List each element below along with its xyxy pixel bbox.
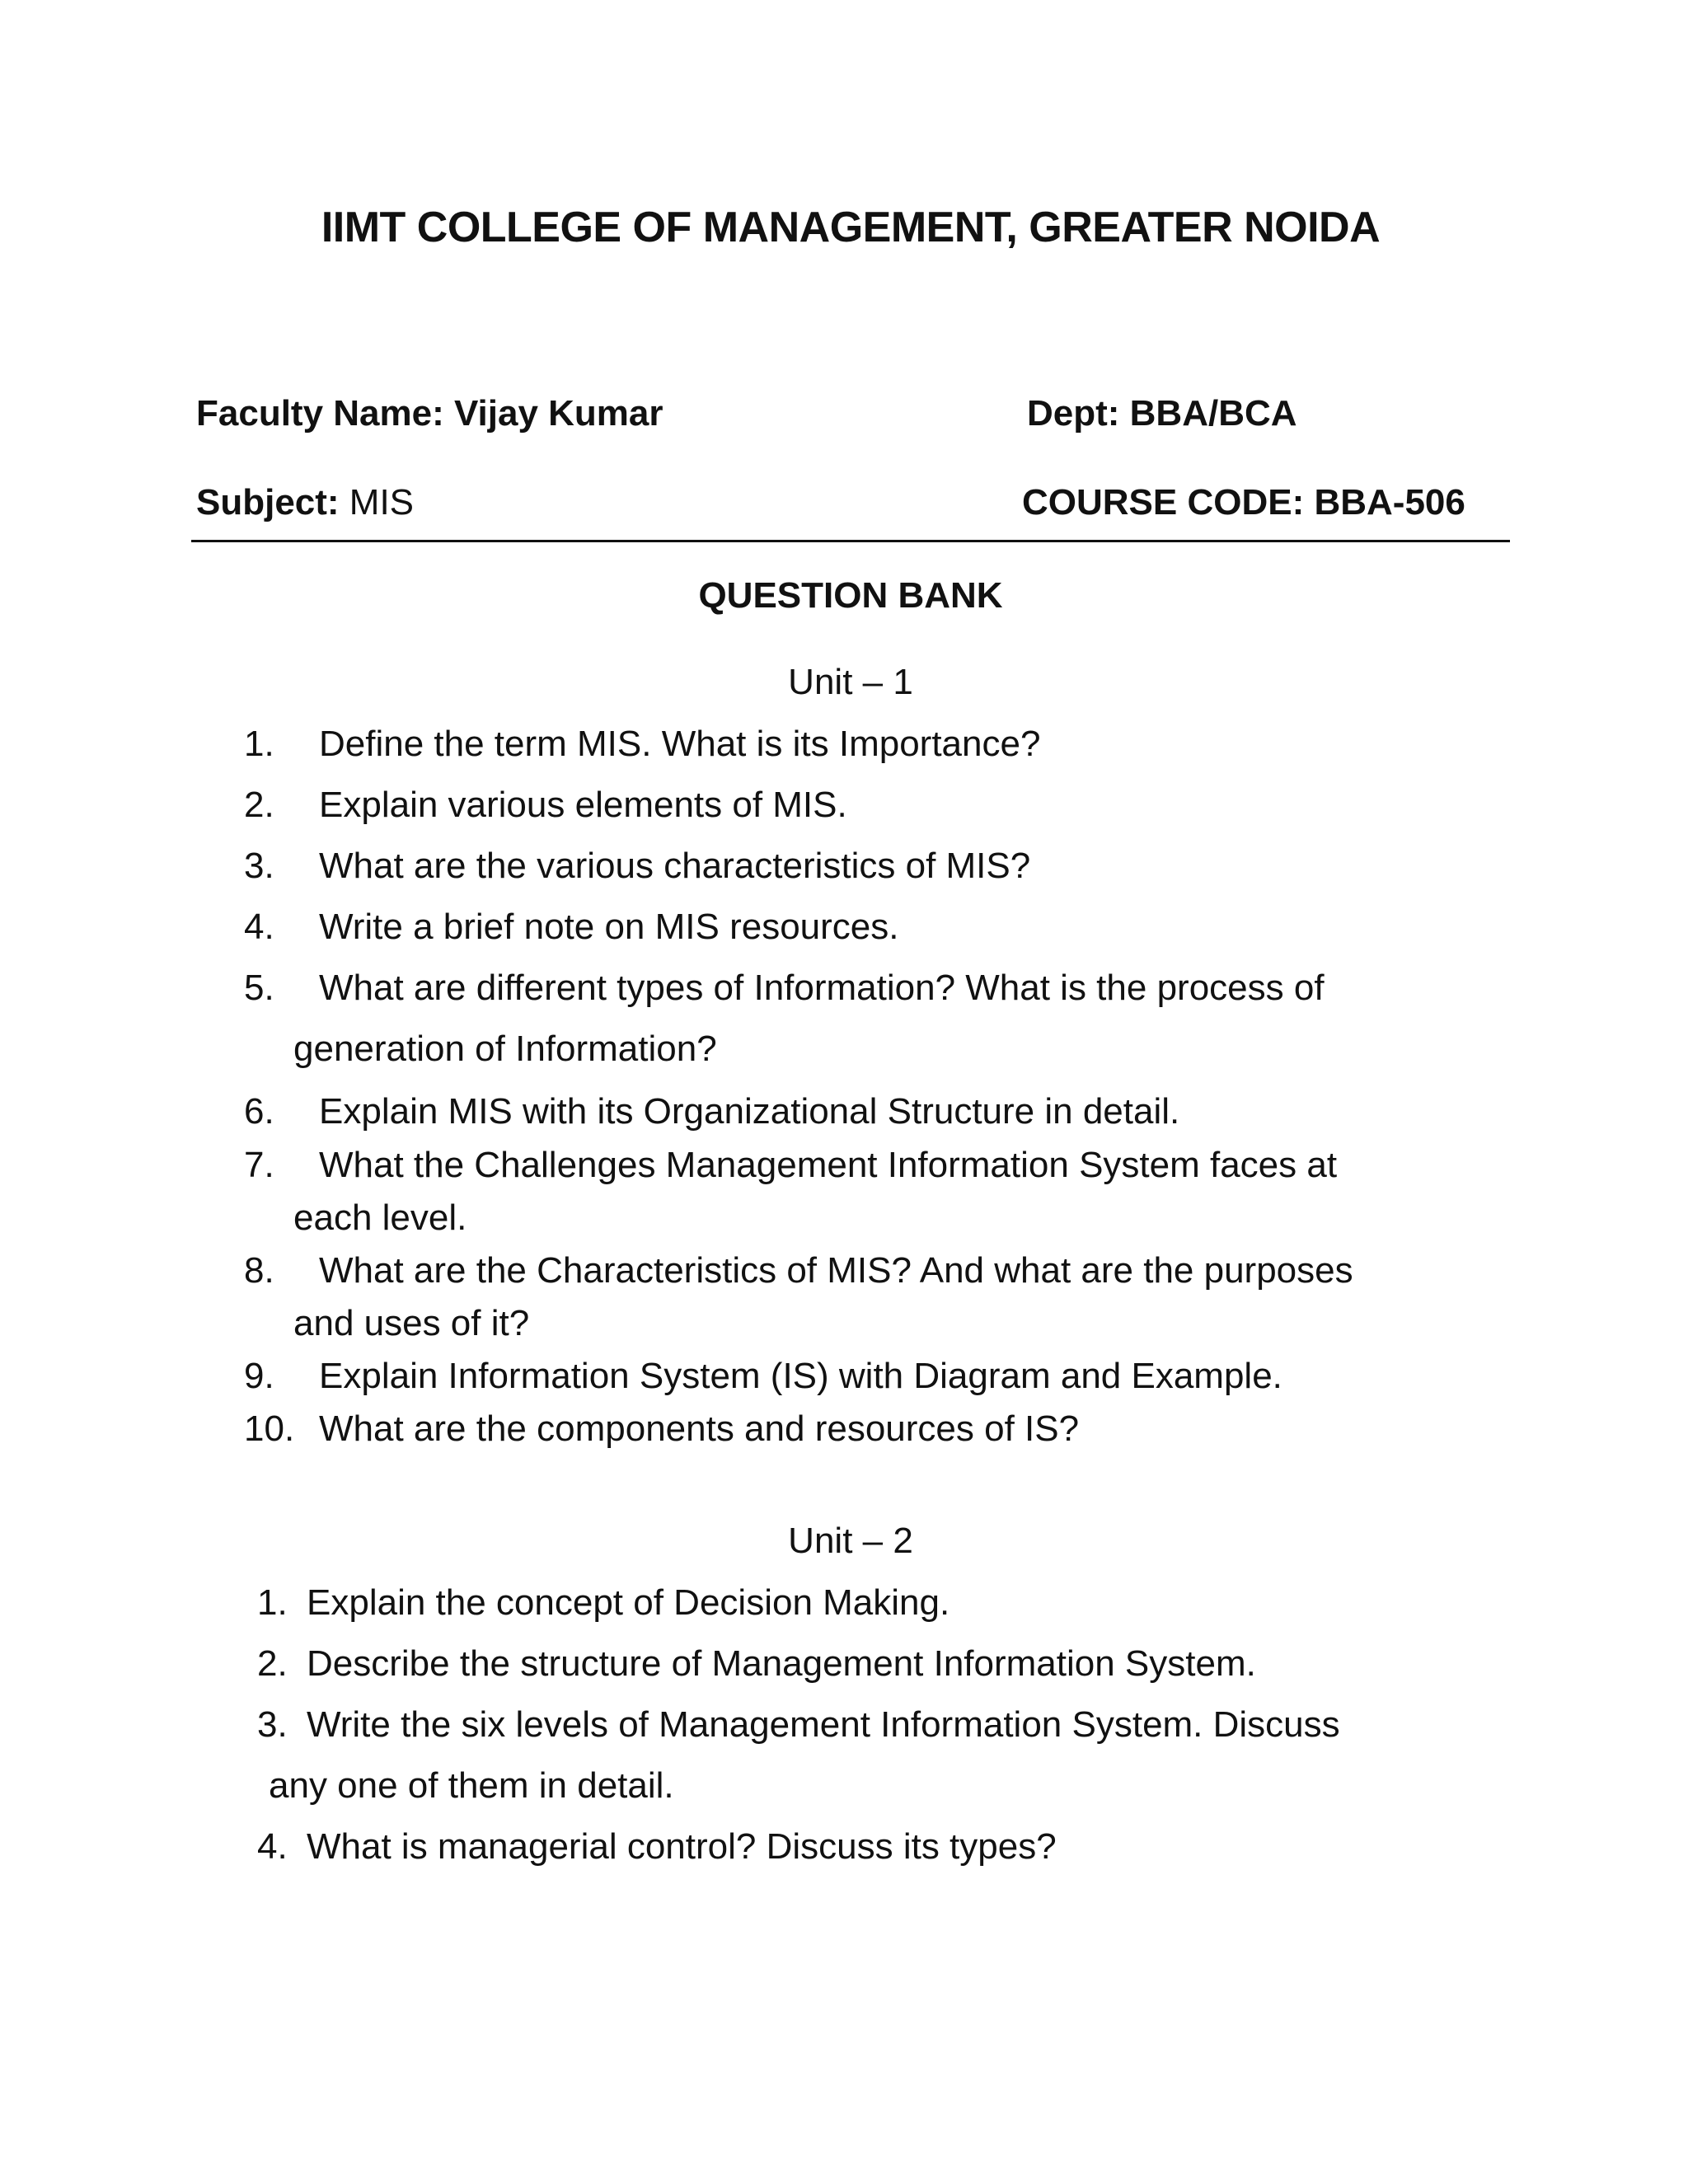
question-number: 8. — [244, 1250, 274, 1291]
unit-2-title: Unit – 2 — [788, 1521, 913, 1561]
question-number: 5. — [244, 968, 274, 1008]
question-text: What are the components and resources of IS? — [319, 1408, 1080, 1449]
question-number: 10. — [244, 1408, 295, 1449]
question-text: What are the Characteristics of MIS? And what are the purposes — [319, 1250, 1353, 1291]
question-text: Write the six levels of Management Information System. Discuss — [307, 1704, 1340, 1745]
question-text: Define the term MIS. What is its Importance? — [319, 724, 1041, 764]
department: Dept: BBA/BCA — [1027, 393, 1297, 434]
question-text: Explain MIS with its Organizational Structure in detail. — [319, 1091, 1180, 1132]
question-number: 3. — [257, 1704, 288, 1745]
question-bank-heading: QUESTION BANK — [698, 575, 1003, 616]
question-number: 4. — [244, 907, 274, 947]
header-divider — [191, 540, 1510, 542]
question-continuation: any one of them in detail. — [269, 1765, 674, 1806]
question-continuation: generation of Information? — [293, 1029, 717, 1069]
question-text: Write a brief note on MIS resources. — [319, 907, 899, 947]
subject — [196, 482, 414, 523]
question-number: 1. — [257, 1582, 288, 1623]
question-number: 1. — [244, 724, 274, 764]
question-number: 7. — [244, 1145, 274, 1185]
subject-label: Subject: — [196, 482, 340, 523]
question-text: What is managerial control? Discuss its types? — [307, 1826, 1057, 1867]
question-number: 2. — [257, 1643, 288, 1684]
question-text: Explain Information System (IS) with Diagram and Example. — [319, 1356, 1282, 1396]
question-text: What the Challenges Management Information System faces at — [319, 1145, 1338, 1185]
course-code: COURSE CODE: BBA-506 — [1022, 482, 1465, 523]
question-number: 2. — [244, 785, 274, 825]
question-continuation: each level. — [293, 1197, 467, 1238]
question-number: 9. — [244, 1356, 274, 1396]
question-number: 6. — [244, 1091, 274, 1132]
question-continuation: and uses of it? — [293, 1303, 530, 1343]
question-number: 4. — [257, 1826, 288, 1867]
subject-value: MIS — [339, 482, 415, 523]
question-text: What are the various characteristics of MIS? — [319, 846, 1031, 886]
question-number: 3. — [244, 846, 274, 886]
question-text: Explain various elements of MIS. — [319, 785, 847, 825]
question-text: Explain the concept of Decision Making. — [307, 1582, 950, 1623]
college-title: IIMT COLLEGE OF MANAGEMENT, GREATER NOIDA — [321, 204, 1381, 251]
faculty-name: Faculty Name: Vijay Kumar — [196, 393, 663, 434]
question-text: What are different types of Information? What is the process of — [319, 968, 1325, 1008]
unit-1-title: Unit – 1 — [788, 662, 913, 702]
question-text: Describe the structure of Management Information System. — [307, 1643, 1256, 1684]
